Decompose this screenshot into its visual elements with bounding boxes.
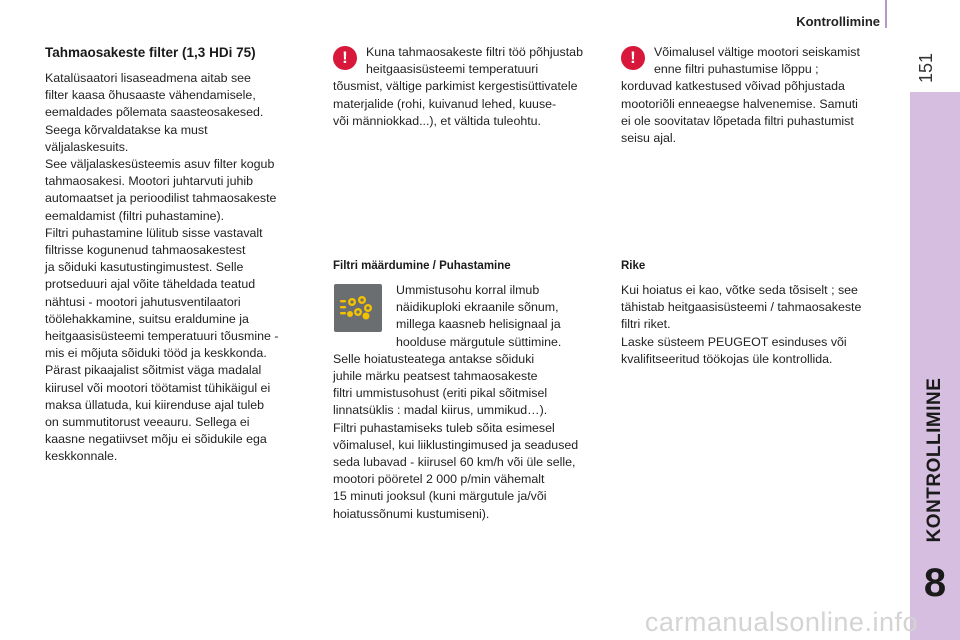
text-line: See väljalaskesüsteemis asuv filter kogub: [45, 157, 275, 172]
text-line: keskkonnale.: [45, 449, 118, 464]
header-divider: [885, 0, 887, 28]
text-line: filtrisse kogunenud tahmaosakestest: [45, 243, 246, 258]
text-line: Seega kõrvaldatakse ka must: [45, 122, 208, 137]
warning-exclamation-icon: [621, 46, 645, 70]
text-line: Võimalusel vältige mootori seiskamist: [654, 45, 860, 59]
text-line: Katalüsaatori lisaseadmena aitab see: [45, 71, 251, 85]
warning-exclamation-mark: !: [342, 48, 348, 67]
text-line: millega kaasneb helisignaal ja: [396, 317, 561, 332]
text-line: Pärast pikaajalist sõitmist väga madalal: [45, 363, 262, 378]
text-line: eemaldamist (filtri puhastamine).: [45, 208, 225, 223]
text-line: eemaldades põlemata saasteosakesed.: [45, 105, 264, 120]
text-line: tahmaosakesi. Mootori juhtarvuti juhib: [45, 174, 253, 189]
text-line: kaasne negatiivset mõju ei sõidukile ega: [45, 432, 267, 447]
text-line: mootoriõli enneaegse halvenemise. Samuti: [621, 96, 858, 111]
text-line: 15 minuti jooksul (kuni märgutule ja/või: [333, 489, 547, 504]
warning-text: [333, 44, 608, 130]
text-line: protseduuri ajal võite täheldada teatud: [45, 277, 256, 292]
text-line: juhile märku peatsest tahmaosakeste: [333, 369, 538, 384]
text-line: seisu ajal.: [621, 131, 677, 146]
text-line: Kui hoiatus ei kao, võtke seda tõsiselt ; see: [621, 283, 858, 297]
text-line: korduvad katkestused võivad põhjustada: [621, 79, 845, 94]
text-line: enne filtri puhastumise lõppu ;: [654, 62, 819, 77]
warning-exclamation-mark: !: [630, 48, 636, 67]
text-line: mootori pööretel 2 000 p/min vähemalt: [333, 472, 545, 487]
text-line: töölehakkamine, suitsu eraldumine ja: [45, 311, 249, 326]
text-line: kvalifitseeritud töökojas üle kontrollida.: [621, 351, 833, 366]
text-line: filtri riket.: [621, 317, 671, 332]
text-line: maksa üllatuda, kui kiirenduse ajal tuleb: [45, 397, 265, 412]
text-line: ei ole soovitatav lõpetada filtri puhastumist: [621, 113, 854, 128]
watermark: carmanualsonline.info: [644, 607, 918, 637]
sub-heading: Filtri määrdumine / Puhastamine: [333, 260, 511, 272]
text-line: Ummistusohu korral ilmub: [396, 283, 540, 297]
text-line: või männiokkad...), et vältida tuleohtu.: [333, 113, 542, 128]
particle-filter-warning-icon: [334, 284, 382, 332]
text-line: tõusmist, vältige parkimist kergestisüttivatele: [333, 79, 578, 94]
chapter-number: 8: [923, 561, 947, 605]
engine-stop-warning: [621, 44, 886, 147]
warning-exclamation-icon: [333, 46, 357, 70]
text-line: linnatsüklis : madal kiirus, ummikud…).: [333, 403, 548, 418]
text-line: filter kaasa õhusaaste vähendamisele,: [45, 88, 256, 103]
text-line: filtri ummistusohust (eriti pikal sõitmisel: [333, 386, 548, 401]
malfunction-section: [621, 258, 886, 368]
text-line: Laske süsteem PEUGEOT esinduses või: [621, 334, 847, 349]
text-line: heitgaasisüsteemi temperatuuri: [366, 62, 539, 77]
body-text: [621, 282, 886, 368]
text-line: kiirusel või mootori töötamist tühikäigul ei: [45, 380, 271, 395]
text-line: ja sõiduki kasutustingimustest. Selle: [45, 260, 244, 275]
text-line: Filtri puhastamine lülitub sisse vastavalt: [45, 225, 263, 240]
warning-text: [621, 44, 886, 147]
chapter-tab-label: KONTROLLIMINE: [924, 377, 945, 543]
column-3: [621, 44, 886, 366]
column-1: [45, 44, 307, 466]
text-line: mis ei mõjuta sõiduki tööd ja keskkonda.: [45, 346, 267, 361]
text-line: Filtri puhastamiseks tuleb sõita esimesel: [333, 420, 555, 435]
body-text: [45, 70, 307, 466]
text-line: nähtusi - mootori jahutusventilaatori: [45, 294, 241, 309]
text-line: automaatset ja perioodilist tahmaosakeste: [45, 191, 277, 206]
column-2: [333, 44, 608, 521]
section-heading: Tahmaosakeste filter (1,3 HDi 75): [45, 45, 256, 60]
text-line: võimalusel, kui liiklustingimused ja seadused: [333, 437, 579, 452]
text-line: hoolduse märgutule süttimine.: [396, 334, 562, 349]
section-title: Kontrollimine: [796, 14, 880, 29]
text-line: heitgaasisüsteemi temperatuuri tõusmine -: [45, 329, 279, 344]
filter-clogging-section: [333, 258, 608, 523]
text-line: näidikuploki ekraanile sõnum,: [396, 300, 559, 315]
text-line: väljalaskesuits.: [45, 139, 129, 154]
text-line: on summutitorust veeauru. Sellega ei: [45, 415, 250, 430]
text-line: hoiatussõnumi kustumiseni).: [333, 506, 490, 521]
fire-risk-warning: [333, 44, 608, 130]
text-line: seda lubavad - kiirusel 60 km/h või üle selle,: [333, 455, 576, 470]
page-number: 151: [916, 52, 936, 84]
text-line: Kuna tahmaosakeste filtri töö põhjustab: [366, 45, 583, 59]
text-line: tähistab heitgaasisüsteemi / tahmaosakeste: [621, 300, 862, 315]
text-line: Selle hoiatusteatega antakse sõiduki: [333, 351, 535, 366]
sub-heading: Rike: [621, 260, 646, 272]
text-line: materjalide (rohi, kuivanud lehed, kuuse-: [333, 96, 557, 111]
